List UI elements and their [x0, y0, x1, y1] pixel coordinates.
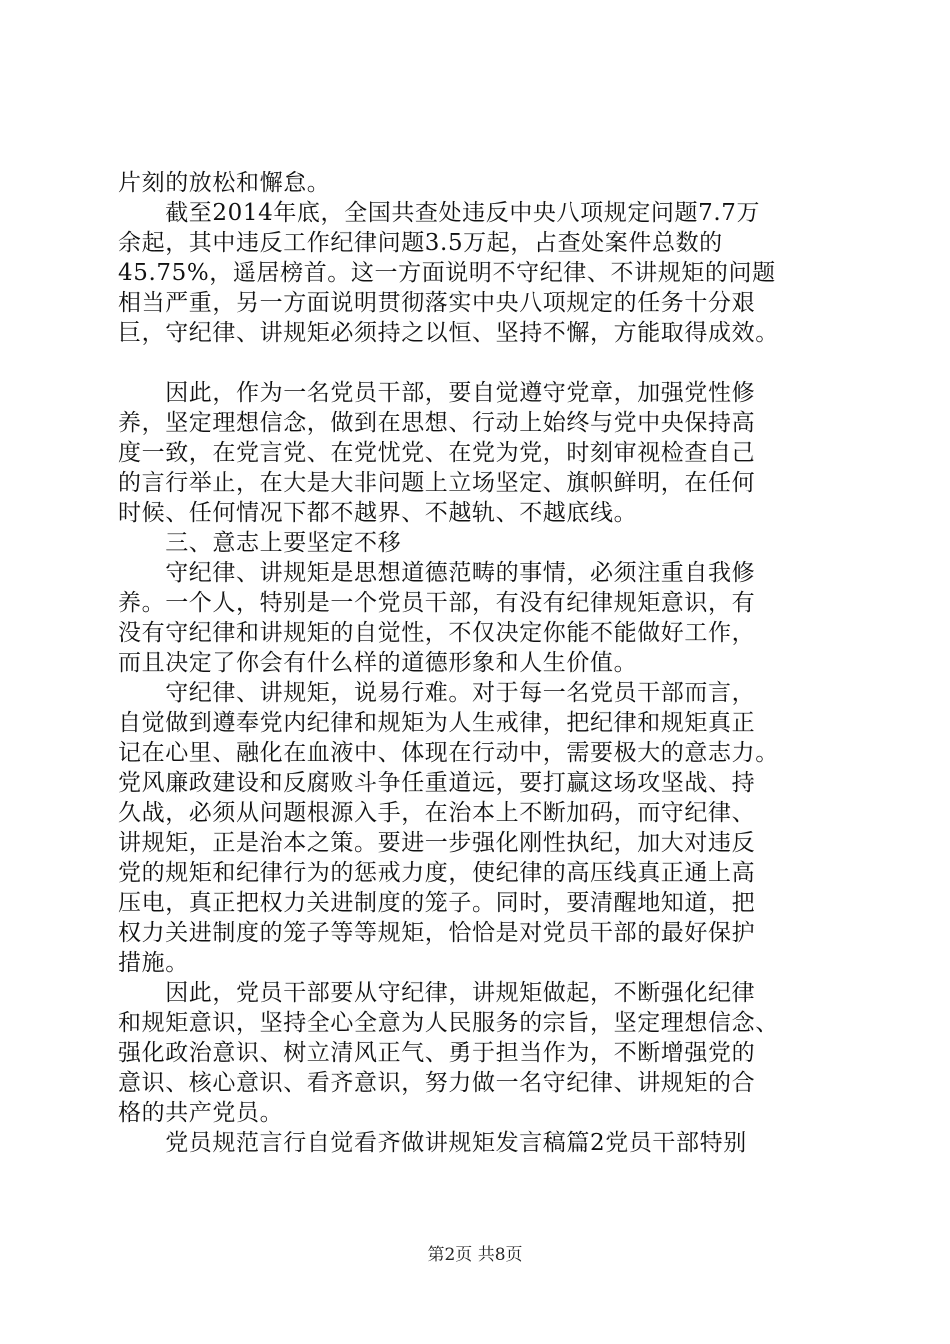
page-footer: 第2页 共8页	[427, 1245, 523, 1265]
text-line: 因此，党员干部要从守纪律，讲规矩做起，不断强化纪律	[118, 980, 756, 1006]
text-line: 而且决定了你会有什么样的道德形象和人生价值。	[118, 650, 638, 676]
text-line: 自觉做到遵奉党内纪律和规矩为人生戒律，把纪律和规矩真正	[118, 710, 756, 736]
text-line: 时候、任何情况下都不越界、不越轨、不越底线。	[118, 500, 638, 526]
text-line: 余起，其中违反工作纪律问题3.5万起，占查处案件总数的	[118, 230, 723, 256]
text-line: 相当严重，另一方面说明贯彻落实中央八项规定的任务十分艰	[118, 290, 756, 316]
text-line: 守纪律、讲规矩是思想道德范畴的事情，必须注重自我修	[118, 560, 756, 586]
text-line: 强化政治意识、树立清风正气、勇于担当作为，不断增强党的	[118, 1040, 756, 1066]
text-line: 党风廉政建设和反腐败斗争任重道远，要打赢这场攻坚战、持	[118, 770, 756, 796]
text-line: 党员规范言行自觉看齐做讲规矩发言稿篇2党员干部特别	[118, 1130, 747, 1156]
text-line: 养，坚定理想信念，做到在思想、行动上始终与党中央保持高	[118, 410, 756, 436]
text-line: 45.75%，遥居榜首。这一方面说明不守纪律、不讲规矩的问题	[118, 260, 776, 286]
text-line: 讲规矩，正是治本之策。要进一步强化刚性执纪，加大对违反	[118, 830, 756, 856]
text-line: 和规矩意识，坚持全心全意为人民服务的宗旨，坚定理想信念、	[118, 1010, 779, 1036]
text-line: 意识、核心意识、看齐意识，努力做一名守纪律、讲规矩的合	[118, 1070, 756, 1096]
text-line: 措施。	[118, 950, 189, 976]
text-line: 截至2014年底，全国共查处违反中央八项规定问题7.7万	[118, 200, 761, 226]
text-line: 度一致，在党言党、在党忧党、在党为党，时刻审视检查自己	[118, 440, 756, 466]
text-line: 巨，守纪律、讲规矩必须持之以恒、坚持不懈，方能取得成效。	[118, 320, 779, 346]
text-line: 格的共产党员。	[118, 1100, 284, 1126]
text-line: 没有守纪律和讲规矩的自觉性，不仅决定你能不能做好工作，	[118, 620, 756, 646]
text-line: 久战，必须从问题根源入手，在治本上不断加码，而守纪律、	[118, 800, 756, 826]
text-line: 的言行举止，在大是大非问题上立场坚定、旗帜鲜明，在任何	[118, 470, 756, 496]
text-line: 权力关进制度的笼子等等规矩，恰恰是对党员干部的最好保护	[118, 920, 756, 946]
text-line: 养。一个人，特别是一个党员干部，有没有纪律规矩意识，有	[118, 590, 756, 616]
text-line: 记在心里、融化在血液中、体现在行动中，需要极大的意志力。	[118, 740, 779, 766]
text-line	[118, 348, 838, 378]
document-body	[118, 168, 838, 1158]
text-line: 守纪律、讲规矩，说易行难。对于每一名党员干部而言，	[118, 680, 756, 706]
text-line: 党的规矩和纪律行为的惩戒力度，使纪律的高压线真正通上高	[118, 860, 756, 886]
text-line: 因此，作为一名党员干部，要自觉遵守党章，加强党性修	[118, 380, 756, 406]
text-line: 片刻的放松和懈怠。	[118, 170, 331, 196]
text-line: 压电，真正把权力关进制度的笼子。同时，要清醒地知道，把	[118, 890, 756, 916]
text-line: 三、意志上要坚定不移	[118, 530, 402, 556]
